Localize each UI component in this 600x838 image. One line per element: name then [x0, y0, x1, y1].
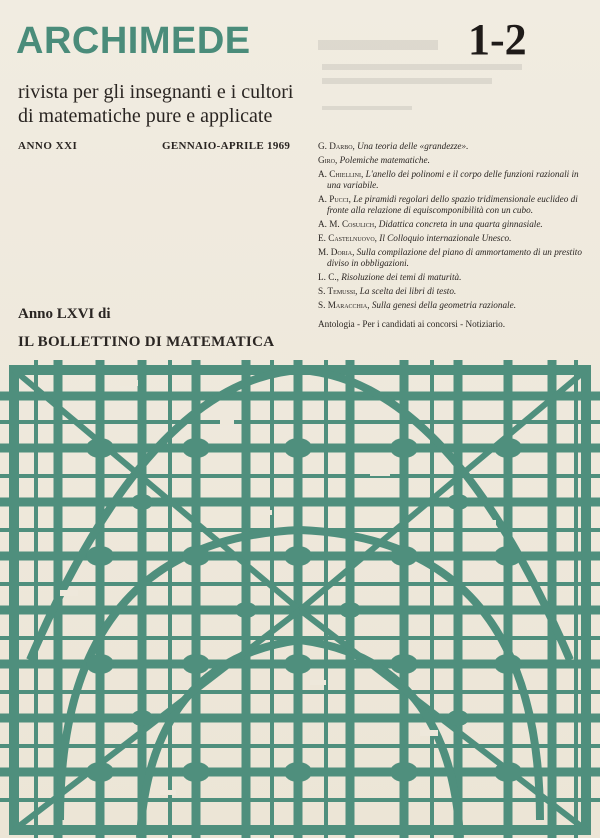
- toc-title: Una teoria delle «grandezze».: [357, 141, 469, 151]
- volume-label: ANNO XXI: [18, 140, 78, 152]
- toc-author: Giro,: [318, 155, 338, 165]
- table-of-contents: [318, 141, 588, 333]
- toc-author: S. Temussi,: [318, 286, 358, 296]
- toc-author: E. Castelnuovo,: [318, 233, 377, 243]
- ghost-bar-2: [322, 64, 522, 70]
- toc-author: L. C.,: [318, 272, 339, 282]
- toc-title: Sulla compilazione del piano di ammortamento di un prestito diviso in obbligazioni.: [327, 247, 582, 268]
- toc-entry: [318, 286, 588, 297]
- toc-entry: [318, 233, 588, 244]
- toc-title: L'anello dei polinomi e il corpo delle funzioni razionali in una variabile.: [327, 169, 579, 190]
- toc-footer: Antologia - Per i candidati ai concorsi - Notiziario.: [318, 319, 506, 329]
- issue-date: GENNAIO-APRILE 1969: [162, 140, 291, 152]
- bollettino-year: Anno LXVI di: [18, 306, 111, 322]
- subtitle: [18, 80, 294, 128]
- toc-entry: [318, 272, 588, 283]
- toc-entry: [318, 169, 588, 191]
- ghost-bar-3: [322, 78, 492, 84]
- toc-author: M. Doria,: [318, 247, 355, 257]
- toc-entry: [318, 219, 588, 230]
- toc-author: S. Maracchia,: [318, 300, 370, 310]
- toc-title: Il Colloquio internazionale Unesco.: [379, 233, 512, 243]
- toc-title: Didattica concreta in una quarta ginnasiale.: [378, 219, 543, 229]
- ghost-bar-1: [318, 40, 438, 50]
- toc-entry: [318, 194, 588, 216]
- toc-author: A. Chiellini,: [318, 169, 364, 179]
- toc-title: Le piramidi regolari dello spazio tridimensionale euclideo di fronte alla relazione di equiscomponibilità con un cubo.: [327, 194, 578, 215]
- toc-author: A. Pucci,: [318, 194, 351, 204]
- toc-author: G. Darbo,: [318, 141, 355, 151]
- lattice-artwork: [0, 360, 600, 838]
- toc-entry: [318, 155, 588, 166]
- toc-title: La scelta dei libri di testo.: [359, 286, 457, 296]
- toc-title: Polemiche matematiche.: [339, 155, 430, 165]
- subtitle-line-2: di matematiche pure e applicate: [18, 105, 273, 127]
- toc-title: Risoluzione dei temi di maturità.: [341, 272, 462, 282]
- bollettino-title: IL BOLLETTINO DI MATEMATICA: [18, 334, 275, 350]
- issue-number: 1-2: [468, 15, 527, 64]
- toc-entry: [318, 300, 588, 311]
- subtitle-line-1: rivista per gli insegnanti e i cultori: [18, 81, 294, 103]
- magazine-title: ARCHIMEDE: [16, 20, 251, 62]
- show-through-text: [318, 34, 588, 124]
- toc-entry: [318, 247, 588, 269]
- toc-author: A. M. Cosulich,: [318, 219, 377, 229]
- ghost-bar-4: [322, 106, 412, 110]
- toc-entry: [318, 141, 588, 152]
- toc-title: Sulla genesi della geometria razionale.: [371, 300, 516, 310]
